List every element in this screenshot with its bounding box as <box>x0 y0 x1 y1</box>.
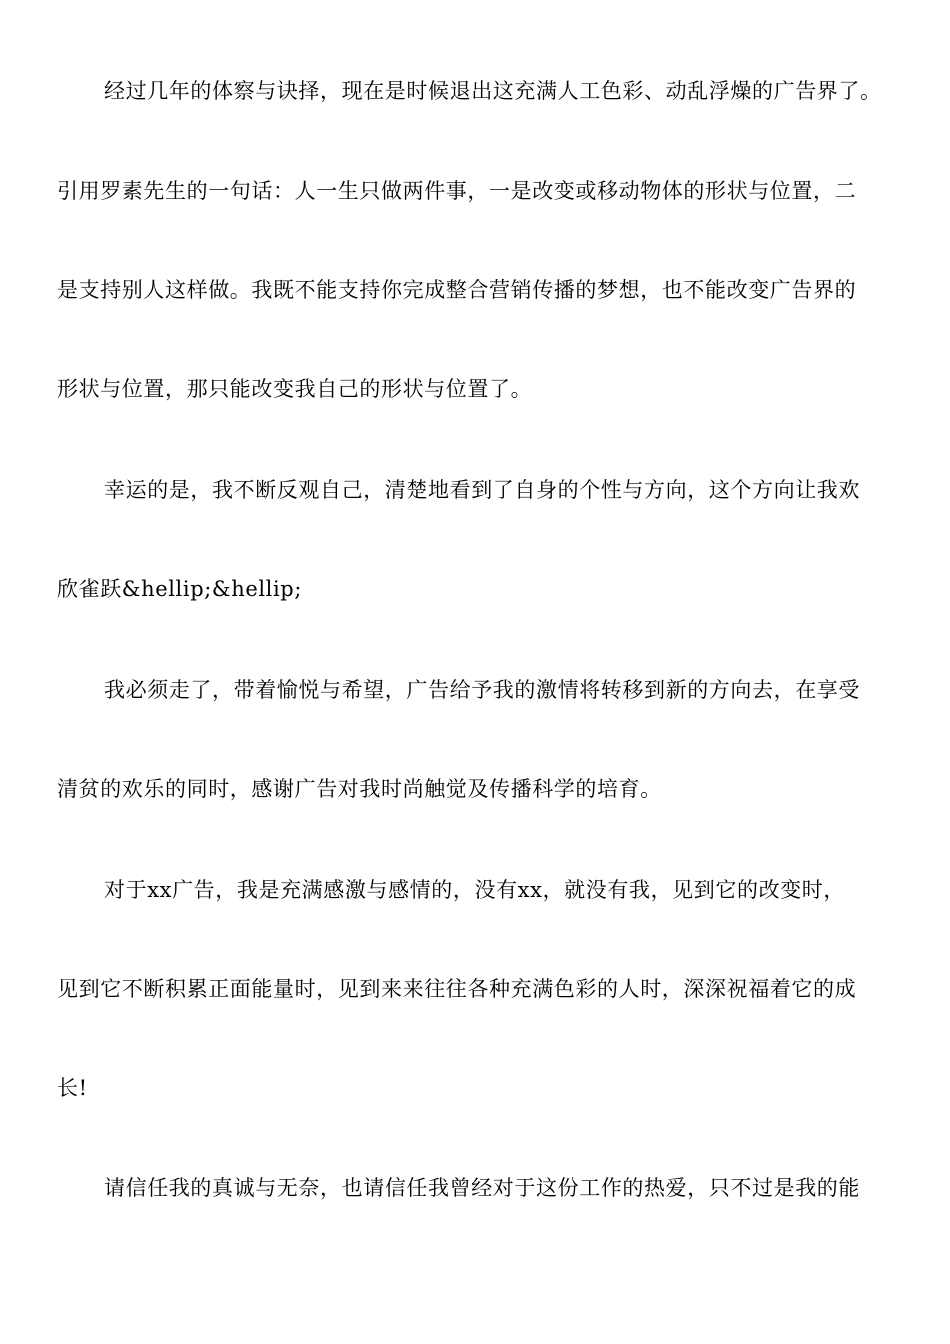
paragraph-1-line-4: 形状与位置，那只能改变我自己的形状与位置了。 <box>57 377 533 401</box>
paragraph-1-line-2: 引用罗素先生的一句话：人一生只做两件事，一是改变或移动物体的形状与位置，二 <box>57 179 857 203</box>
paragraph-4-line-2: 见到它不断积累正面能量时，见到来来往往各种充满色彩的人时，深深祝福着它的成 <box>57 977 857 1001</box>
paragraph-5-line-1: 请信任我的真诚与无奈，也请信任我曾经对于这份工作的热爱，只不过是我的能 <box>104 1176 860 1200</box>
paragraph-1-line-1: 经过几年的体察与诀择，现在是时候退出这充满人工色彩、动乱浮燥的广告界了。 <box>104 79 882 103</box>
paragraph-3-line-1: 我必须走了，带着愉悦与希望，广告给予我的激情将转移到新的方向去，在享受 <box>104 678 860 702</box>
paragraph-1-line-3: 是支持别人这样做。我既不能支持你完成整合营销传播的梦想，也不能改变广告界的 <box>57 278 857 302</box>
paragraph-4-line-1: 对于xx广告，我是充满感激与感情的，没有xx，就没有我，见到它的改变时， <box>104 878 845 902</box>
paragraph-2-line-1: 幸运的是，我不断反观自己，清楚地看到了自身的个性与方向，这个方向让我欢 <box>104 478 860 502</box>
paragraph-4-line-3: 长! <box>57 1076 88 1100</box>
paragraph-3-line-2: 清贫的欢乐的同时，感谢广告对我时尚触觉及传播科学的培育。 <box>57 777 662 801</box>
paragraph-2-line-2: 欣雀跃&hellip;&hellip; <box>57 577 303 601</box>
